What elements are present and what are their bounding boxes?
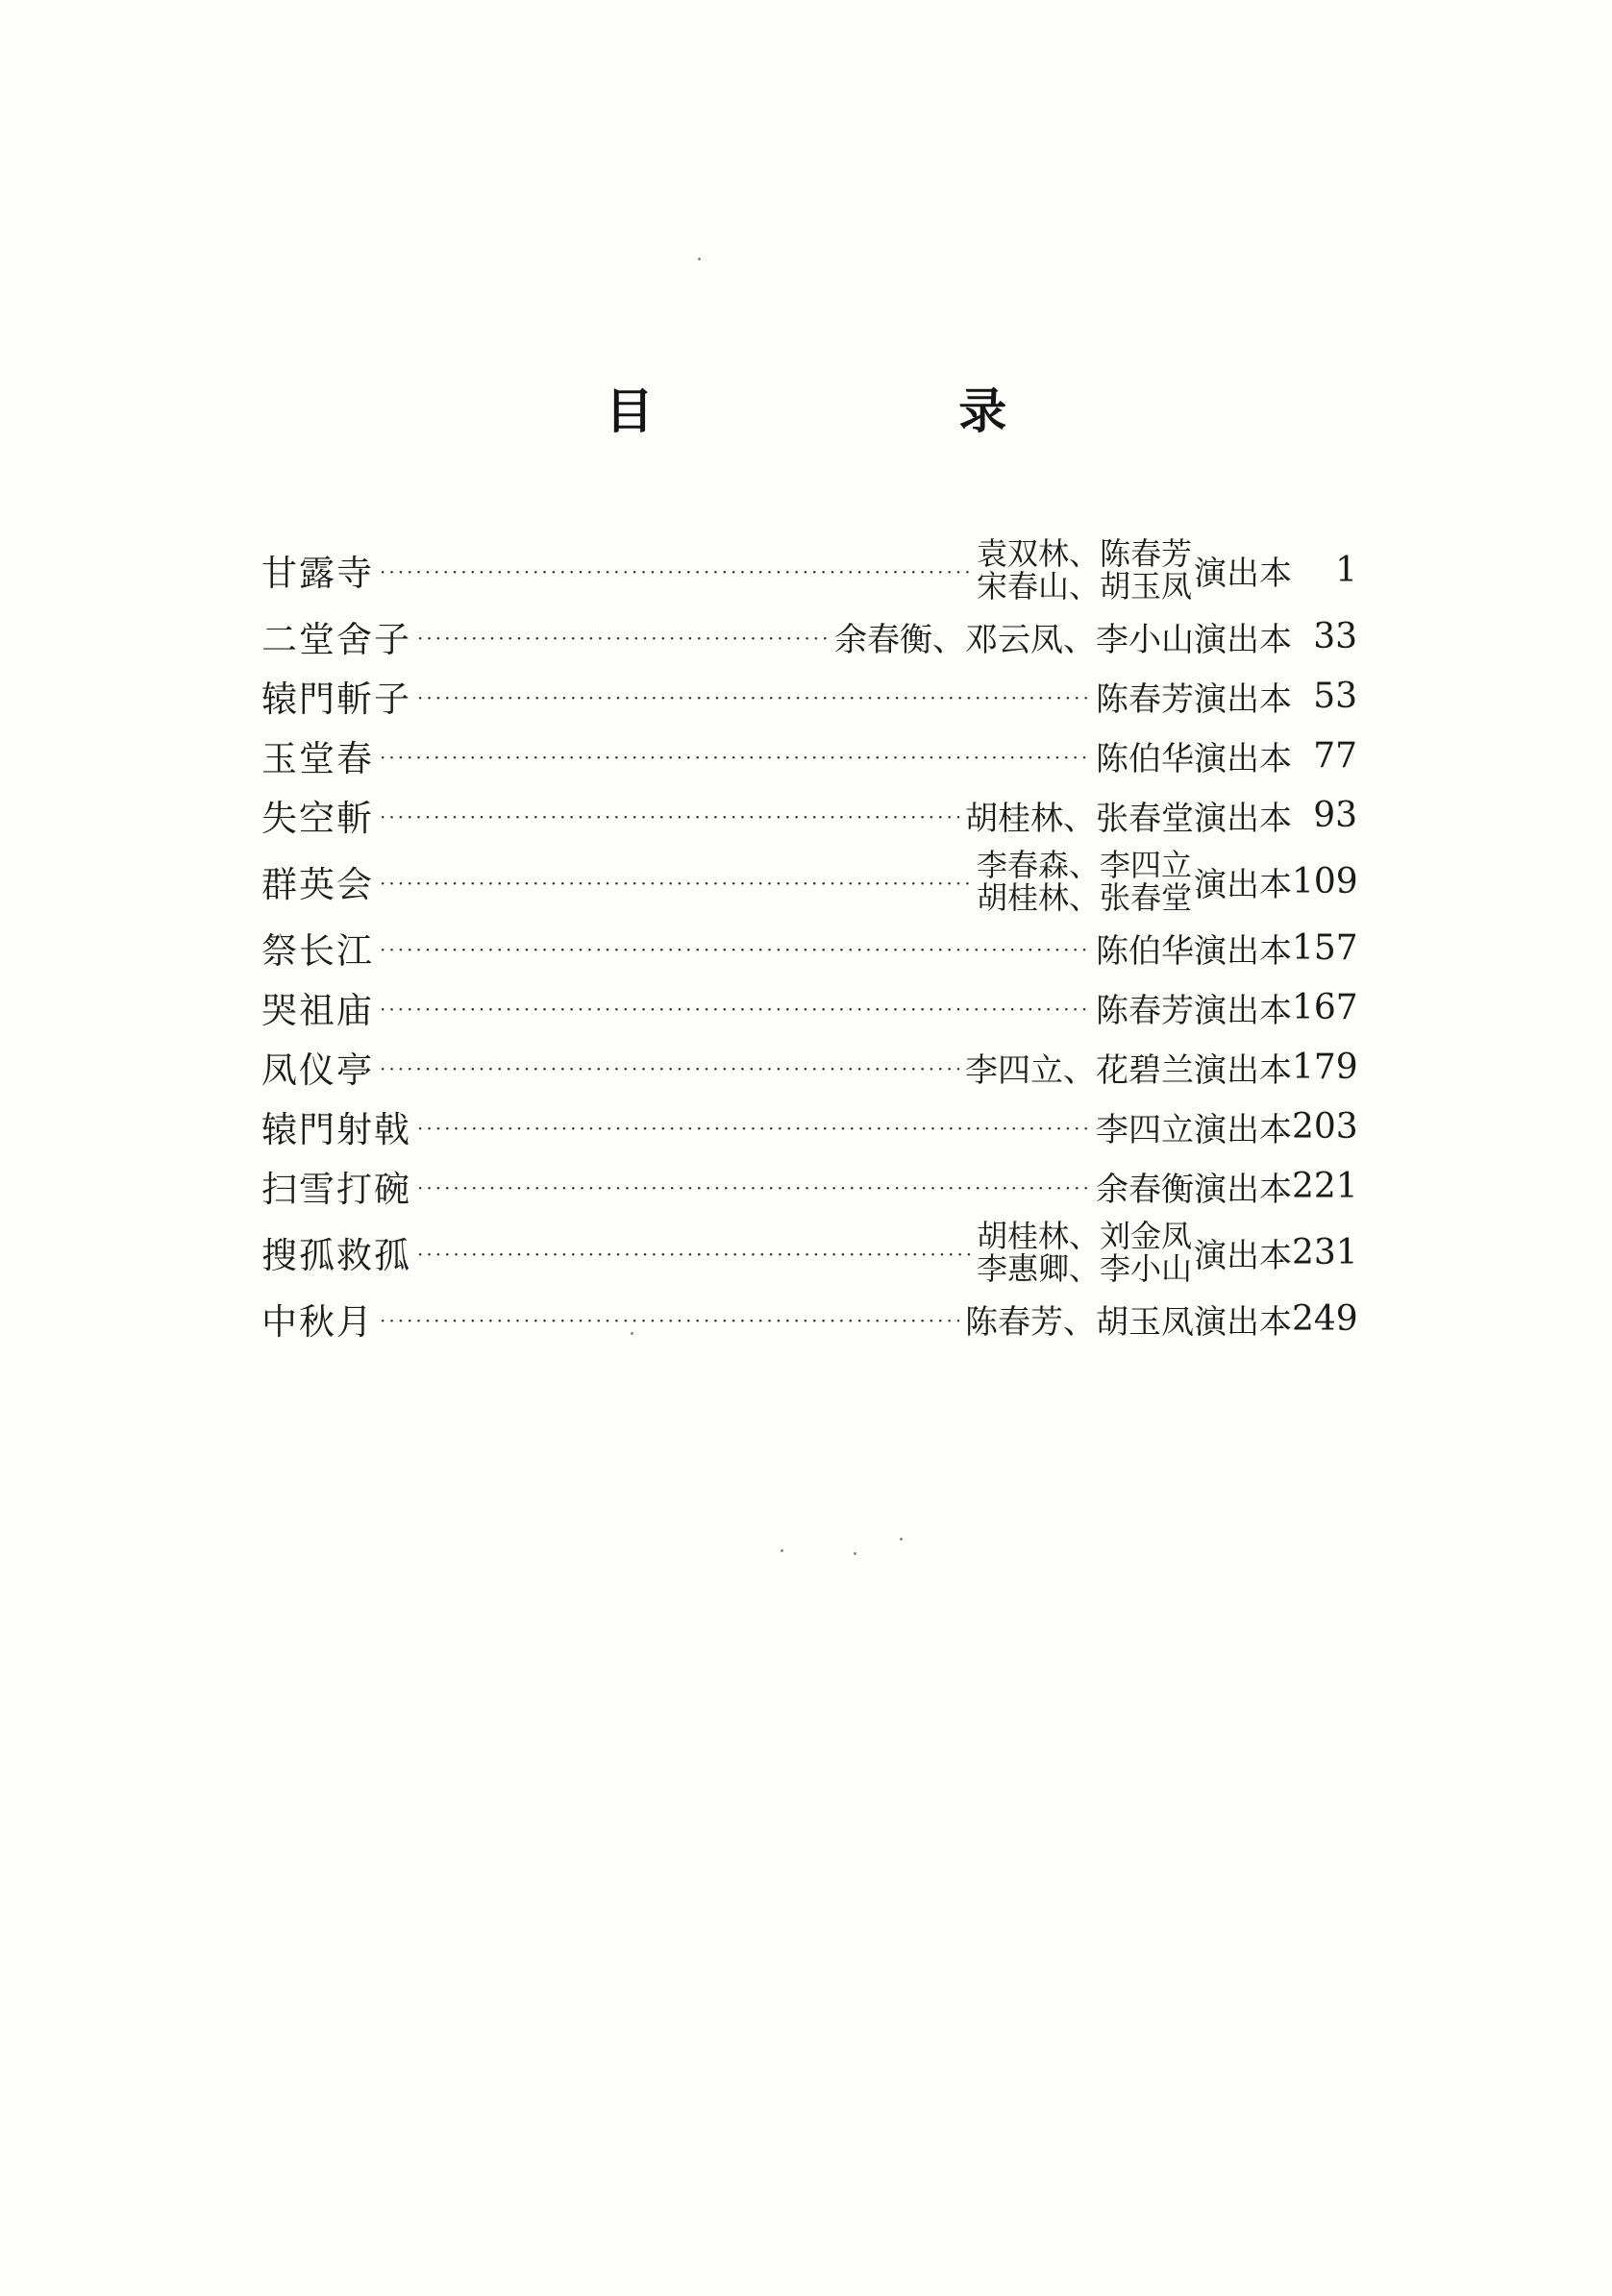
dot-leader	[380, 805, 959, 828]
entry-title: 甘露寺	[261, 553, 374, 594]
entry-suffix: 演出本	[1194, 679, 1292, 719]
entry-performers	[1096, 984, 1292, 1031]
toc-entry[interactable]	[261, 726, 1357, 785]
performer-line: 胡桂林、刘金凤	[976, 1218, 1192, 1254]
toc-entry[interactable]	[261, 1156, 1357, 1216]
toc-entry[interactable]	[261, 977, 1357, 1037]
entry-page-number: 221	[1292, 1166, 1358, 1206]
dot-leader	[380, 938, 1090, 961]
entry-title: 搜孤救孤	[261, 1235, 411, 1276]
entry-suffix: 演出本	[1194, 1050, 1292, 1090]
entry-performers	[834, 613, 1292, 660]
entry-title: 扫雪打碗	[261, 1169, 411, 1210]
dot-leader	[380, 560, 971, 583]
table-of-contents	[261, 533, 1357, 1348]
dot-leader	[417, 686, 1090, 709]
entry-performers	[965, 1044, 1292, 1091]
entry-page-number: 109	[1292, 861, 1358, 901]
entry-page-number: 157	[1292, 927, 1358, 968]
dot-leader	[417, 1243, 971, 1266]
entry-title: 玉堂春	[261, 738, 374, 779]
entry-page-number: 93	[1313, 795, 1357, 835]
performer-line: 李四立	[1096, 1110, 1194, 1149]
performer-line: 胡桂林、张春堂	[965, 799, 1194, 838]
scan-speck	[900, 1538, 903, 1541]
dot-leader	[380, 1057, 959, 1080]
entry-page-number: 203	[1292, 1106, 1358, 1147]
entry-suffix: 演出本	[1194, 1302, 1292, 1342]
entry-suffix: 演出本	[1194, 799, 1292, 838]
page-title: 目 录	[605, 383, 1152, 439]
toc-entry[interactable]	[261, 785, 1357, 845]
scan-speck	[698, 258, 701, 260]
dot-leader	[380, 746, 1090, 769]
dot-leader	[380, 998, 1090, 1021]
entry-suffix: 演出本	[1194, 1236, 1292, 1275]
entry-page-number: 179	[1292, 1047, 1358, 1087]
performer-line: 胡桂林、张春堂	[976, 879, 1192, 916]
performer-line: 袁双林、陈春芳	[976, 535, 1192, 572]
toc-entry[interactable]	[261, 918, 1357, 977]
performer-line: 陈伯华	[1096, 739, 1194, 778]
entry-title: 祭长江	[261, 930, 374, 972]
entry-page-number: 77	[1313, 735, 1357, 776]
entry-title: 凤仪亭	[261, 1049, 374, 1091]
toc-entry[interactable]	[261, 606, 1357, 666]
performer-line: 李春森、李四立	[976, 847, 1192, 883]
entry-suffix: 演出本	[1194, 1170, 1292, 1209]
entry-performers	[1096, 1103, 1292, 1150]
toc-entry[interactable]	[261, 845, 1357, 918]
entry-page-number: 167	[1292, 987, 1358, 1027]
dot-leader	[380, 872, 971, 895]
performer-line: 陈春芳	[1096, 991, 1194, 1030]
toc-entry[interactable]	[261, 1037, 1357, 1097]
entry-performers	[1096, 1163, 1292, 1210]
performer-line: 宋春山、胡玉凤	[976, 568, 1192, 605]
entry-title: 失空斬	[261, 798, 374, 839]
toc-entry[interactable]	[261, 1216, 1357, 1289]
entry-performers	[977, 849, 1292, 914]
entry-page-number: 33	[1313, 616, 1357, 656]
entry-title: 辕門射戟	[261, 1109, 411, 1150]
entry-performers	[965, 1296, 1292, 1343]
dot-leader	[417, 1176, 1090, 1199]
entry-suffix: 演出本	[1194, 554, 1292, 593]
performer-line: 陈伯华	[1096, 931, 1194, 971]
toc-entry[interactable]	[261, 1097, 1357, 1156]
performer-line: 陈春芳、胡玉凤	[965, 1302, 1194, 1342]
entry-title: 群英会	[261, 864, 374, 905]
entry-title: 辕門斬子	[261, 679, 411, 720]
scan-speck	[781, 1549, 783, 1552]
entry-performers	[977, 1220, 1292, 1285]
entry-page-number: 53	[1313, 676, 1357, 716]
entry-performers	[977, 537, 1292, 603]
toc-entry[interactable]	[261, 1289, 1357, 1348]
entry-suffix: 演出本	[1194, 931, 1292, 971]
entry-suffix: 演出本	[1194, 620, 1292, 659]
performer-line: 李惠卿、李小山	[976, 1250, 1192, 1287]
entry-suffix: 演出本	[1194, 865, 1292, 904]
entry-suffix: 演出本	[1194, 991, 1292, 1030]
performer-line: 陈春芳	[1096, 679, 1194, 719]
entry-title: 哭祖庙	[261, 990, 374, 1031]
entry-performers	[1096, 673, 1292, 720]
toc-entry[interactable]	[261, 666, 1357, 726]
scan-speck	[631, 1332, 633, 1335]
entry-performers	[1096, 925, 1292, 972]
toc-entry[interactable]	[261, 533, 1357, 606]
scan-speck	[854, 1552, 856, 1555]
entry-page-number: 231	[1292, 1232, 1358, 1272]
entry-suffix: 演出本	[1194, 1110, 1292, 1149]
dot-leader	[417, 1117, 1090, 1140]
entry-page-number: 249	[1292, 1298, 1358, 1339]
entry-performers	[1096, 732, 1292, 779]
performer-line: 余春衡	[1096, 1170, 1194, 1209]
entry-performers	[965, 792, 1292, 839]
performer-line: 李四立、花碧兰	[965, 1050, 1194, 1090]
entry-title: 二堂舍子	[261, 619, 411, 660]
performer-line: 余春衡、邓云凤、李小山	[834, 620, 1194, 659]
dot-leader	[380, 1309, 959, 1332]
entry-page-number: 1	[1335, 550, 1357, 590]
entry-suffix: 演出本	[1194, 739, 1292, 778]
dot-leader	[417, 627, 829, 650]
entry-title: 中秋月	[261, 1301, 374, 1343]
